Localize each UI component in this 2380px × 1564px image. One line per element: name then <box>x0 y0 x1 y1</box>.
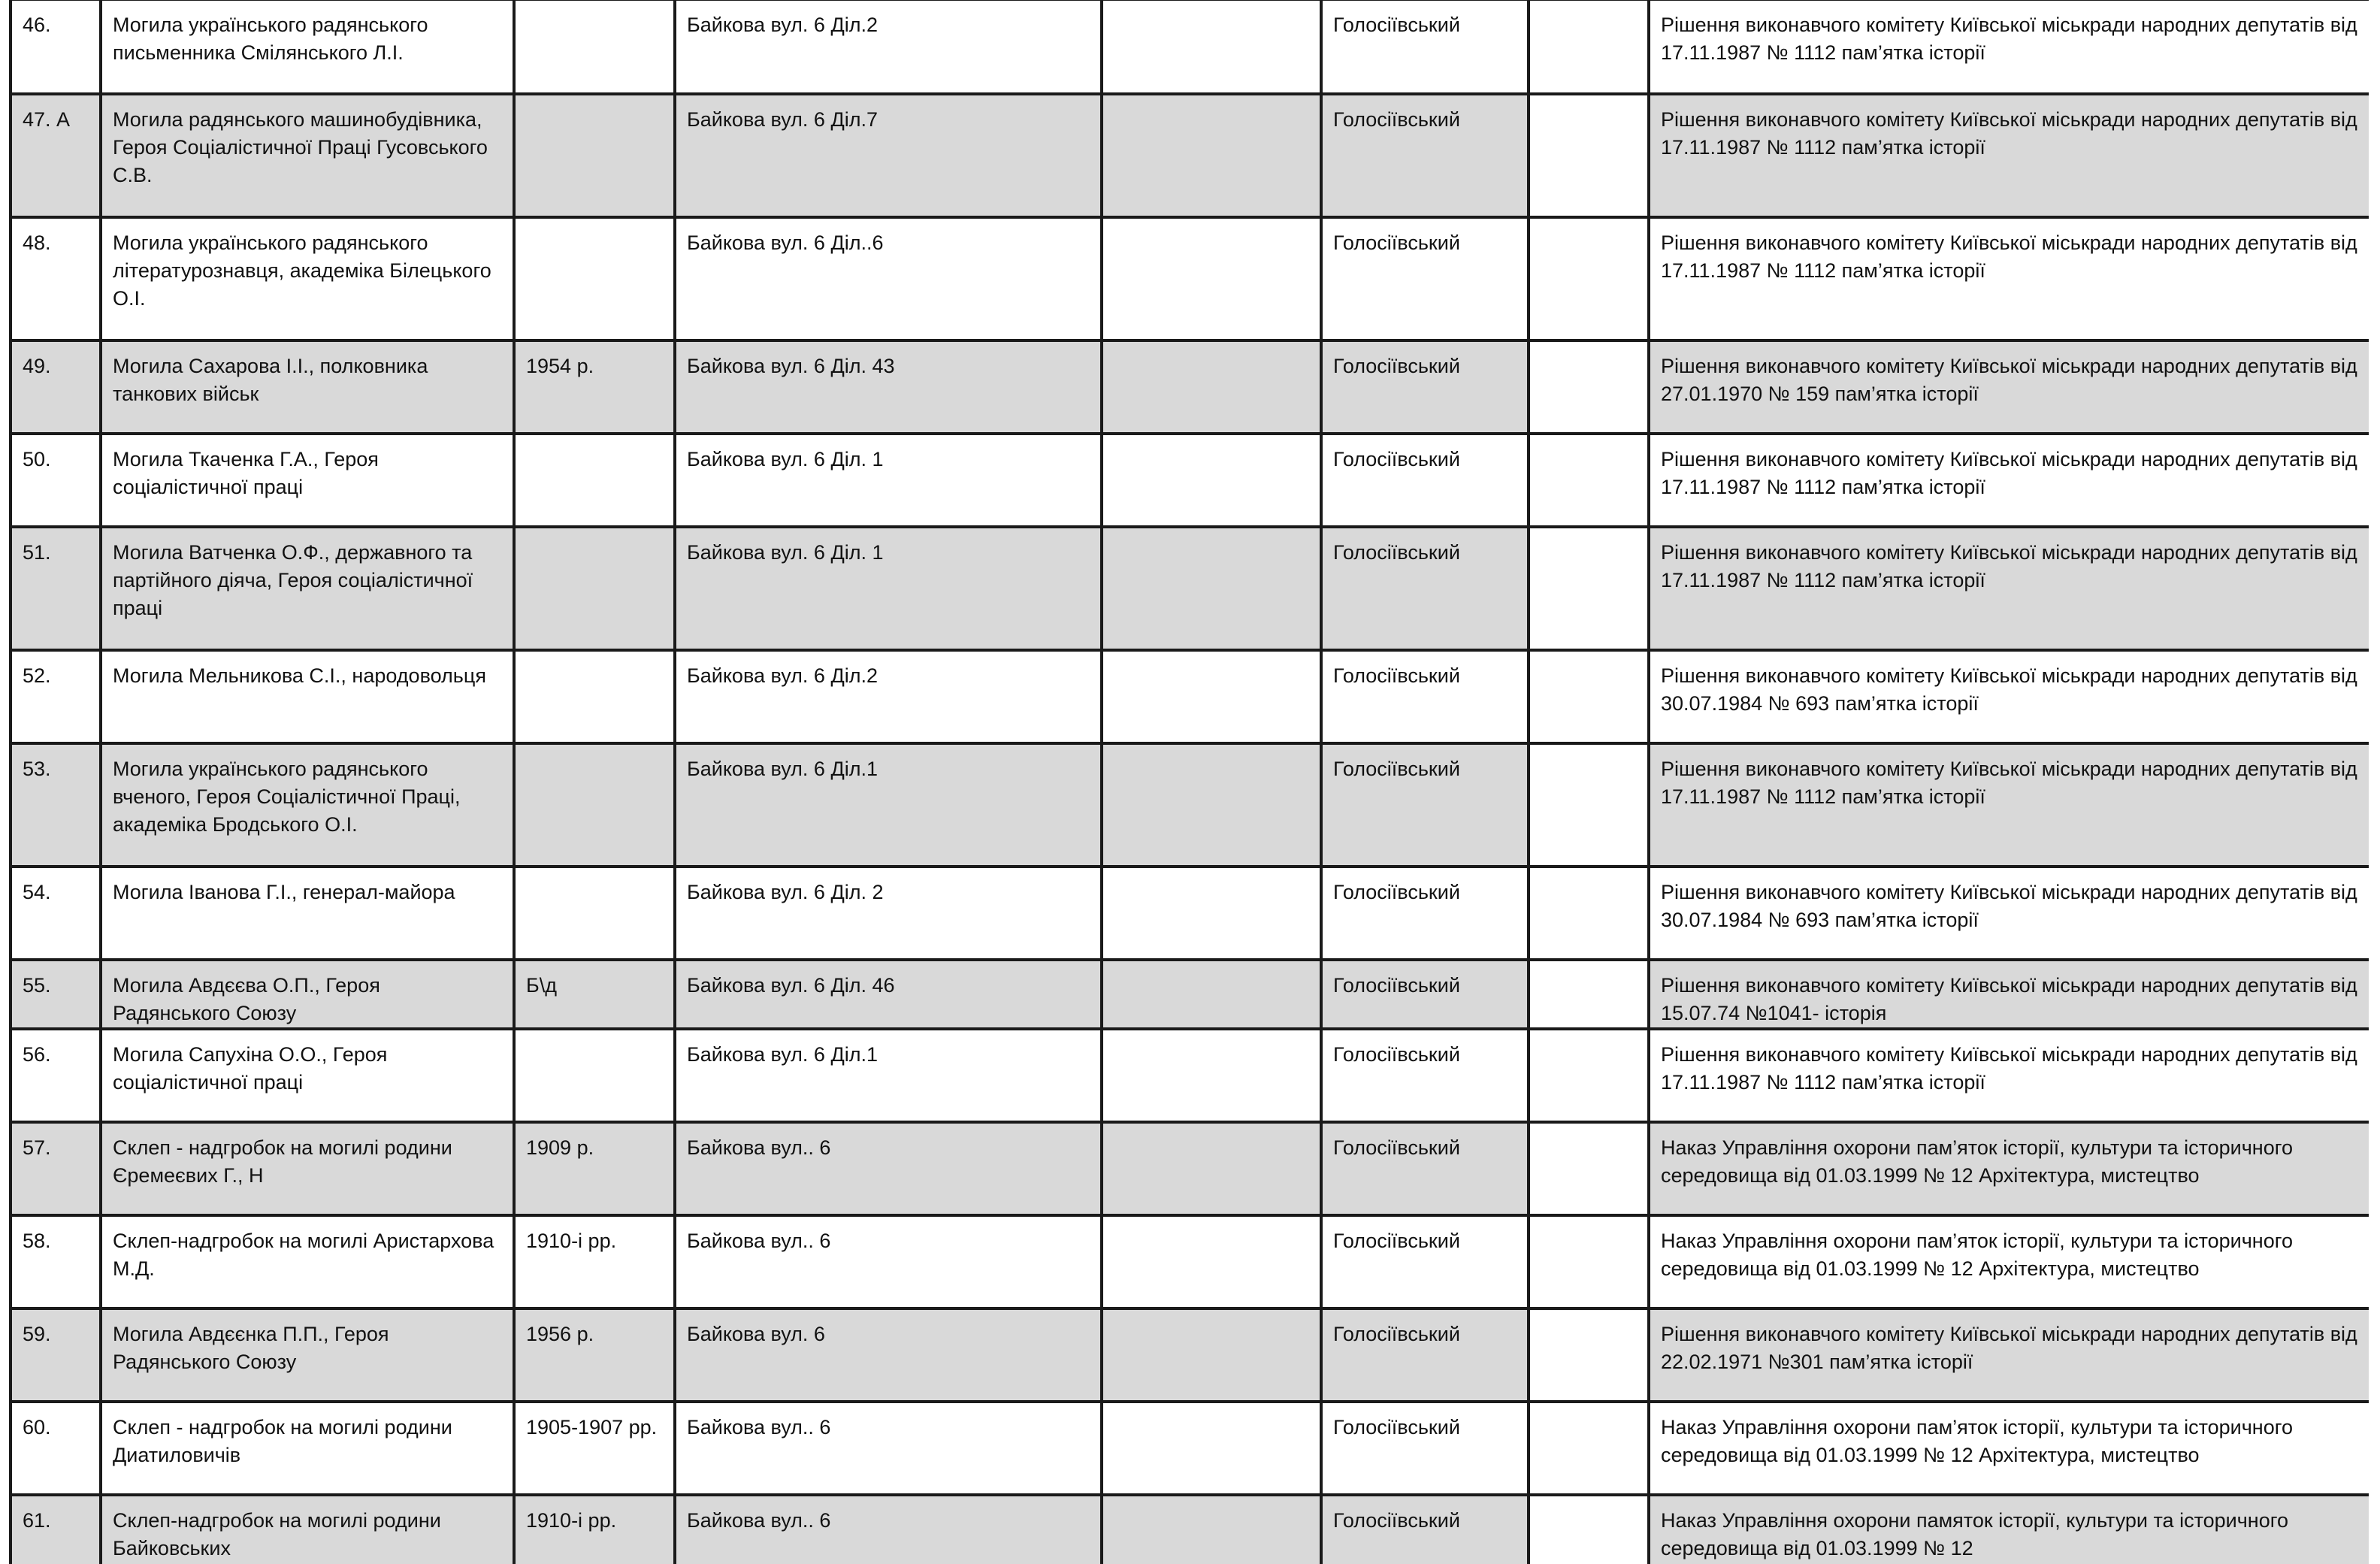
district-name: Голосіївський <box>1321 1122 1529 1215</box>
object-address: Байкова вул. 6 Діл.1 <box>675 1029 1102 1122</box>
row-number: 53. <box>11 743 101 867</box>
protection-decision: Рішення виконавчого комітету Київської міськради народних депутатів від 22.02.1971 №301 пам’ятка історії <box>1649 1308 2369 1402</box>
table-row <box>11 1308 2369 1402</box>
object-address: Байкова вул. 6 <box>675 1308 1102 1402</box>
table-row <box>11 1215 2369 1308</box>
object-date: 1909 р. <box>514 1122 675 1215</box>
object-date <box>514 743 675 867</box>
object-address: Байкова вул.. 6 <box>675 1215 1102 1308</box>
object-address: Байкова вул. 6 Діл.7 <box>675 94 1102 217</box>
district-name: Голосіївський <box>1321 94 1529 217</box>
extra-cell <box>1102 1402 1321 1495</box>
object-name: Могила українського радянського письменника Смілянського Л.І. <box>101 1 514 94</box>
row-number: 48. <box>11 217 101 340</box>
district-name: Голосіївський <box>1321 867 1529 960</box>
row-number: 52. <box>11 650 101 743</box>
district-name: Голосіївський <box>1321 743 1529 867</box>
table-row <box>11 650 2369 743</box>
object-name: Могила українського радянського вченого, Героя Соціалістичної Праці, академіка Бродського О.І. <box>101 743 514 867</box>
protection-decision: Наказ Управління охорони пам’яток історії, культури та історичного середовища від 01.03.1999 № 12 Архітектура, мистецтво <box>1649 1122 2369 1215</box>
row-number: 61. <box>11 1495 101 1564</box>
row-number: 50. <box>11 434 101 527</box>
protection-decision: Наказ Управління охорони памяток історії, культури та історичного середовища від 01.03.1999 № 12 <box>1649 1495 2369 1564</box>
extra-cell <box>1102 1029 1321 1122</box>
extra-cell <box>1102 743 1321 867</box>
object-name: Склеп-надгробок на могилі родини Байковських <box>101 1495 514 1564</box>
object-address: Байкова вул. 6 Діл.2 <box>675 1 1102 94</box>
table-row <box>11 434 2369 527</box>
object-date: 1905-1907 рр. <box>514 1402 675 1495</box>
object-name: Могила радянського машинобудівника, Героя Соціалістичної Праці Гусовського С.В. <box>101 94 514 217</box>
district-name: Голосіївський <box>1321 1495 1529 1564</box>
protection-decision: Рішення виконавчого комітету Київської міськради народних депутатів від 27.01.1970 № 159 пам’ятка історії <box>1649 340 2369 434</box>
object-date <box>514 434 675 527</box>
district-name: Голосіївський <box>1321 434 1529 527</box>
code-cell <box>1529 1308 1649 1402</box>
object-date <box>514 527 675 650</box>
object-date <box>514 650 675 743</box>
object-name: Могила Ватченка О.Ф., державного та партійного діяча, Героя соціалістичної праці <box>101 527 514 650</box>
table-row <box>11 94 2369 217</box>
protection-decision: Рішення виконавчого комітету Київської міськради народних депутатів від 17.11.1987 № 1112 пам’ятка історії <box>1649 527 2369 650</box>
table-row <box>11 960 2369 1029</box>
extra-cell <box>1102 1122 1321 1215</box>
code-cell <box>1529 527 1649 650</box>
object-date <box>514 94 675 217</box>
object-name: Склеп-надгробок на могилі Аристархова М.Д. <box>101 1215 514 1308</box>
row-number: 46. <box>11 1 101 94</box>
code-cell <box>1529 1402 1649 1495</box>
object-name: Могила Авдєєва О.П., Героя Радянського Союзу <box>101 960 514 1029</box>
object-name: Склеп - надгробок на могилі родини Диатиловичів <box>101 1402 514 1495</box>
register-rows <box>11 1 2369 1564</box>
object-address: Байкова вул. 6 Діл..6 <box>675 217 1102 340</box>
extra-cell <box>1102 527 1321 650</box>
protection-decision: Рішення виконавчого комітету Київської міськради народних депутатів від 17.11.1987 № 1112 пам’ятка історії <box>1649 94 2369 217</box>
code-cell <box>1529 960 1649 1029</box>
object-name: Могила Сахарова І.І., полковника танкових військ <box>101 340 514 434</box>
protection-decision: Рішення виконавчого комітету Київської міськради народних депутатів від 17.11.1987 № 1112 пам’ятка історії <box>1649 217 2369 340</box>
row-number: 58. <box>11 1215 101 1308</box>
protection-decision: Рішення виконавчого комітету Київської міськради народних депутатів від 30.07.1984 № 693 пам’ятка історії <box>1649 867 2369 960</box>
code-cell <box>1529 1495 1649 1564</box>
object-name: Могила Мельникова С.І., народовольця <box>101 650 514 743</box>
extra-cell <box>1102 217 1321 340</box>
district-name: Голосіївський <box>1321 1308 1529 1402</box>
extra-cell <box>1102 94 1321 217</box>
table-row <box>11 1029 2369 1122</box>
table-row <box>11 743 2369 867</box>
object-date <box>514 867 675 960</box>
row-number: 57. <box>11 1122 101 1215</box>
object-address: Байкова вул.. 6 <box>675 1402 1102 1495</box>
district-name: Голосіївський <box>1321 960 1529 1029</box>
district-name: Голосіївський <box>1321 217 1529 340</box>
object-date: 1954 р. <box>514 340 675 434</box>
protection-decision: Рішення виконавчого комітету Київської міськради народних депутатів від 15.07.74 №1041- історія <box>1649 960 2369 1029</box>
object-name: Могила Сапухіна О.О., Героя соціалістичної праці <box>101 1029 514 1122</box>
protection-decision: Наказ Управління охорони пам’яток історії, культури та історичного середовища від 01.03.1999 № 12 Архітектура, мистецтво <box>1649 1215 2369 1308</box>
row-number: 51. <box>11 527 101 650</box>
extra-cell <box>1102 1 1321 94</box>
object-address: Байкова вул.. 6 <box>675 1495 1102 1564</box>
extra-cell <box>1102 340 1321 434</box>
code-cell <box>1529 94 1649 217</box>
register-grid <box>9 0 2369 1564</box>
protection-decision: Рішення виконавчого комітету Київської міськради народних депутатів від 17.11.1987 № 1112 пам’ятка історії <box>1649 743 2369 867</box>
object-date: 1910-і рр. <box>514 1495 675 1564</box>
extra-cell <box>1102 1495 1321 1564</box>
row-number: 60. <box>11 1402 101 1495</box>
object-date: 1910-і рр. <box>514 1215 675 1308</box>
object-name: Могила Авдєєнка П.П., Героя Радянського Союзу <box>101 1308 514 1402</box>
district-name: Голосіївський <box>1321 1402 1529 1495</box>
object-date: 1956 р. <box>514 1308 675 1402</box>
code-cell <box>1529 340 1649 434</box>
object-address: Байкова вул. 6 Діл. 1 <box>675 527 1102 650</box>
code-cell <box>1529 1215 1649 1308</box>
district-name: Голосіївський <box>1321 650 1529 743</box>
code-cell <box>1529 743 1649 867</box>
monuments-register-table <box>9 0 2369 1564</box>
object-address: Байкова вул. 6 Діл. 2 <box>675 867 1102 960</box>
protection-decision: Рішення виконавчого комітету Київської міськради народних депутатів від 17.11.1987 № 1112 пам’ятка історії <box>1649 1 2369 94</box>
object-address: Байкова вул. 6 Діл. 1 <box>675 434 1102 527</box>
table-row <box>11 217 2369 340</box>
code-cell <box>1529 1 1649 94</box>
table-row <box>11 1495 2369 1564</box>
row-number: 59. <box>11 1308 101 1402</box>
table-row <box>11 1 2369 94</box>
extra-cell <box>1102 960 1321 1029</box>
code-cell <box>1529 1122 1649 1215</box>
object-address: Байкова вул. 6 Діл. 43 <box>675 340 1102 434</box>
object-address: Байкова вул. 6 Діл.2 <box>675 650 1102 743</box>
object-address: Байкова вул. 6 Діл. 46 <box>675 960 1102 1029</box>
object-date <box>514 1 675 94</box>
protection-decision: Наказ Управління охорони пам’яток історії, культури та історичного середовища від 01.03.1999 № 12 Архітектура, мистецтво <box>1649 1402 2369 1495</box>
district-name: Голосіївський <box>1321 527 1529 650</box>
row-number: 55. <box>11 960 101 1029</box>
code-cell <box>1529 1029 1649 1122</box>
object-date <box>514 217 675 340</box>
district-name: Голосіївський <box>1321 1 1529 94</box>
extra-cell <box>1102 867 1321 960</box>
extra-cell <box>1102 434 1321 527</box>
table-row <box>11 340 2369 434</box>
object-name: Могила Іванова Г.І., генерал-майора <box>101 867 514 960</box>
table-row <box>11 1122 2369 1215</box>
row-number: 54. <box>11 867 101 960</box>
object-name: Склеп - надгробок на могилі родини Єремеєвих Г., Н <box>101 1122 514 1215</box>
code-cell <box>1529 650 1649 743</box>
extra-cell <box>1102 650 1321 743</box>
district-name: Голосіївський <box>1321 1215 1529 1308</box>
row-number: 47. А <box>11 94 101 217</box>
object-address: Байкова вул. 6 Діл.1 <box>675 743 1102 867</box>
protection-decision: Рішення виконавчого комітету Київської міськради народних депутатів від 30.07.1984 № 693 пам’ятка історії <box>1649 650 2369 743</box>
code-cell <box>1529 217 1649 340</box>
extra-cell <box>1102 1215 1321 1308</box>
code-cell <box>1529 867 1649 960</box>
table-row <box>11 867 2369 960</box>
object-name: Могила українського радянського літературознавця, академіка Білецького О.І. <box>101 217 514 340</box>
row-number: 49. <box>11 340 101 434</box>
code-cell <box>1529 434 1649 527</box>
table-row <box>11 527 2369 650</box>
district-name: Голосіївський <box>1321 1029 1529 1122</box>
protection-decision: Рішення виконавчого комітету Київської міськради народних депутатів від 17.11.1987 № 1112 пам’ятка історії <box>1649 1029 2369 1122</box>
object-name: Могила Ткаченка Г.А., Героя соціалістичної праці <box>101 434 514 527</box>
table-row <box>11 1402 2369 1495</box>
extra-cell <box>1102 1308 1321 1402</box>
object-date <box>514 1029 675 1122</box>
protection-decision: Рішення виконавчого комітету Київської міськради народних депутатів від 17.11.1987 № 1112 пам’ятка історії <box>1649 434 2369 527</box>
district-name: Голосіївський <box>1321 340 1529 434</box>
row-number: 56. <box>11 1029 101 1122</box>
object-address: Байкова вул.. 6 <box>675 1122 1102 1215</box>
object-date: Б\д <box>514 960 675 1029</box>
